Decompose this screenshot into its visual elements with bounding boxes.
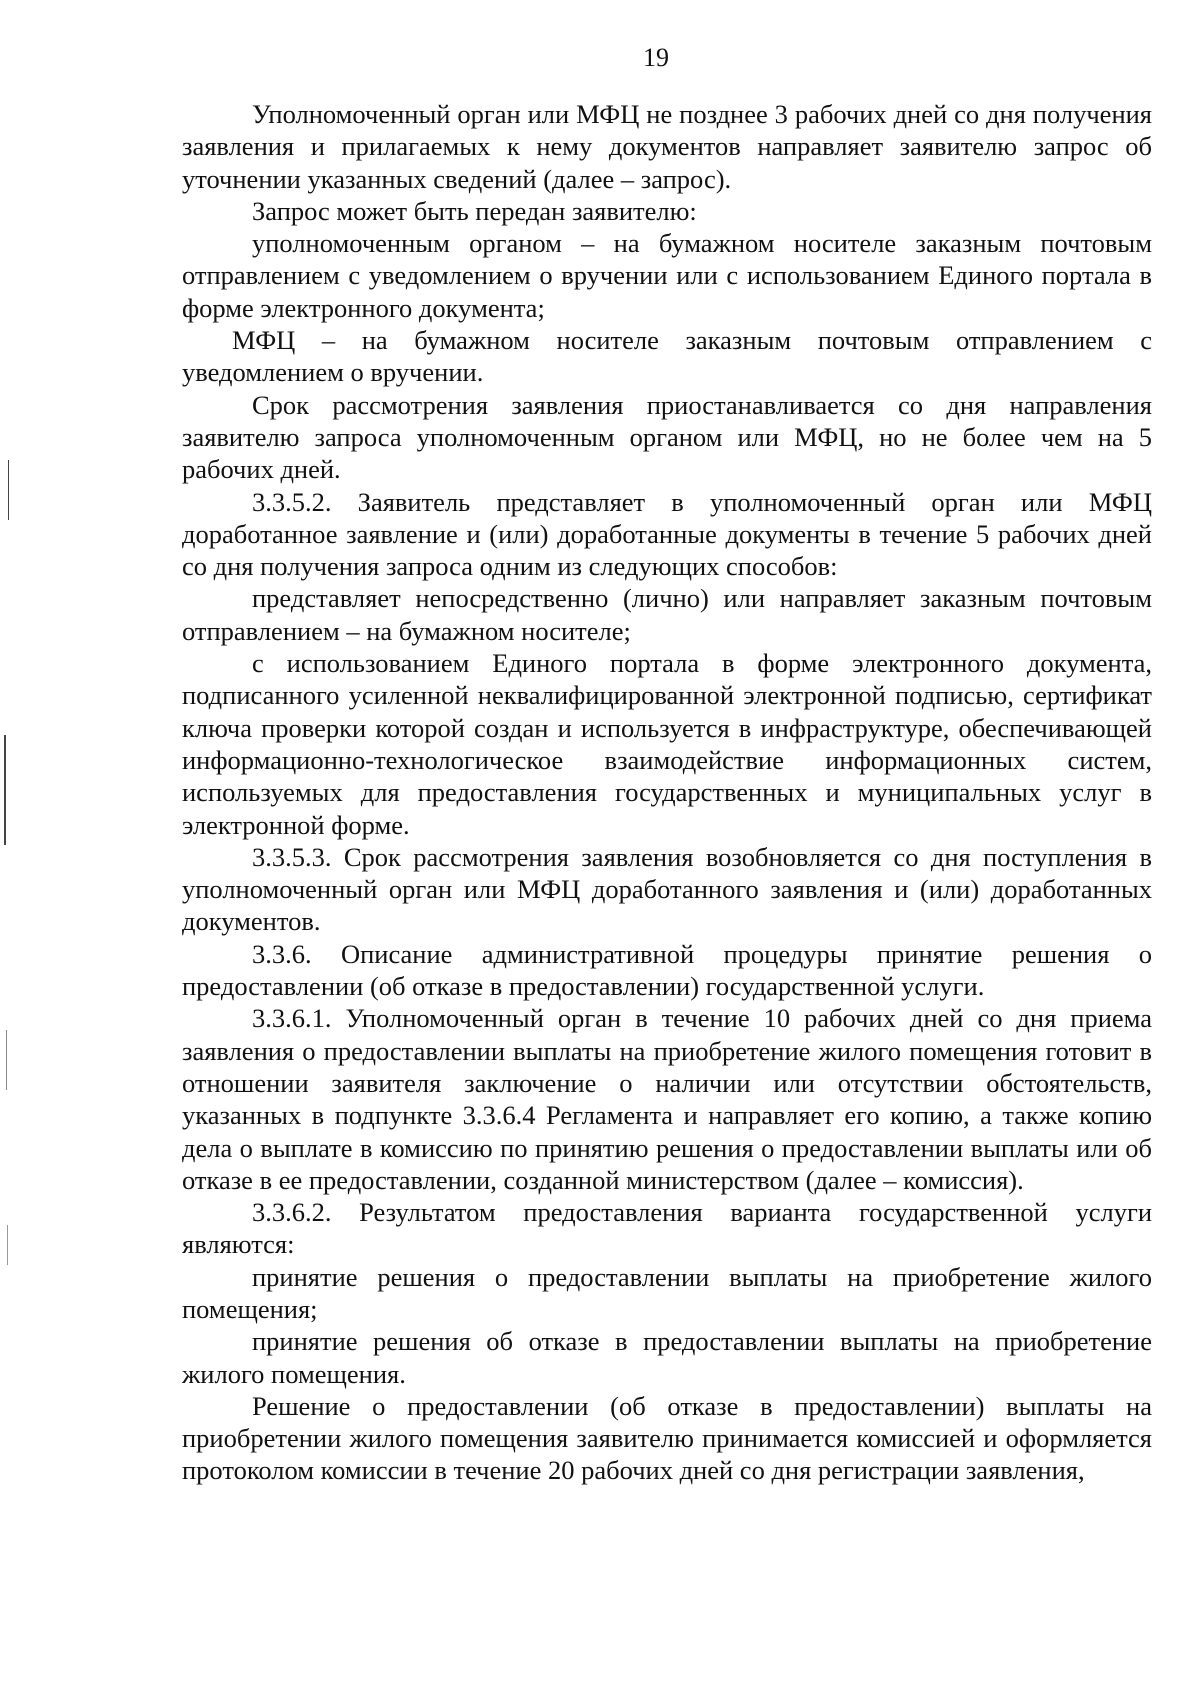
paragraph: уполномоченным органом – на бумажном носителе заказным почтовым отправлением с уведомлением о вручении или с использованием Единого портала в форме электронного документа;	[182, 228, 1152, 323]
paragraph: представляет непосредственно (лично) или направляет заказным почтовым отправлением – на бумажном носителе;	[182, 583, 1152, 646]
paragraph: Запрос может быть передан заявителю:	[252, 195, 697, 226]
paragraph: 3.3.5.2. Заявитель представляет в уполномоченный орган или МФЦ доработанное заявление и (или) доработанные документы в течение 5 рабочих дней со дня получения запроса одним из следующих способов:	[182, 486, 1152, 582]
scan-mark	[8, 460, 9, 520]
paragraph: 3.3.6.2. Результатом предоставления варианта государственной услуги являются:	[182, 1197, 1152, 1260]
paragraph: 3.3.6.1. Уполномоченный орган в течение 10 рабочих дней со дня приема заявления о предоставлении выплаты на приобретение жилого помещения готовит в отношении заявителя заключение о наличии или отсутствии обстоятельств, указанных в подпункте 3.3.6.4 Регламента и направляет его копию, а также копию дела о выплате в комиссию по принятию решения о предоставлении выплаты или об отказе в ее предоставлении, созданной министерством (далее – комиссия).	[182, 1003, 1152, 1195]
scan-mark	[4, 735, 6, 845]
paragraph: с использованием Единого портала в форме электронного документа, подписанного усиленной неквалифицированной электронной подписью, сертификат ключа проверки которой создан и используется в инфраструктуре, обеспечивающей информационно-технологическое взаимодействие информационных систем, используемых для предоставления государственных и муниципальных услуг в электронной форме.	[182, 648, 1152, 840]
paragraph: МФЦ – на бумажном носителе заказным почтовым отправлением с уведомлением о вручении.	[182, 325, 1152, 388]
scan-mark	[7, 1225, 8, 1265]
paragraph: принятие решения об отказе в предоставлении выплаты на приобретение жилого помещения.	[182, 1326, 1152, 1389]
page-number: 19	[643, 43, 669, 72]
document-body	[182, 98, 1152, 1487]
paragraph: Уполномоченный орган или МФЦ не позднее 3 рабочих дней со дня получения заявления и прилагаемых к нему документов направляет заявителю запрос об уточнении указанных сведений (далее – запрос).	[182, 99, 1152, 194]
paragraph: Решение о предоставлении (об отказе в предоставлении) выплаты на приобретении жилого помещения заявителю принимается комиссией и оформляется протоколом комиссии в течение 20 рабочих дней со дня регистрации заявления,	[182, 1390, 1152, 1486]
scan-mark	[6, 1030, 7, 1090]
paragraph: 3.3.5.3. Срок рассмотрения заявления возобновляется со дня поступления в уполномоченный орган или МФЦ доработанного заявления и (или) доработанных документов.	[182, 841, 1152, 937]
paragraph: Срок рассмотрения заявления приостанавливается со дня направления заявителю запроса уполномоченным органом или МФЦ, но не более чем на 5 рабочих дней.	[182, 389, 1152, 485]
paragraph: 3.3.6. Описание административной процедуры принятие решения о предоставлении (об отказе в предоставлении) государственной услуги.	[182, 938, 1152, 1002]
paragraph: принятие решения о предоставлении выплаты на приобретение жилого помещения;	[182, 1261, 1152, 1324]
